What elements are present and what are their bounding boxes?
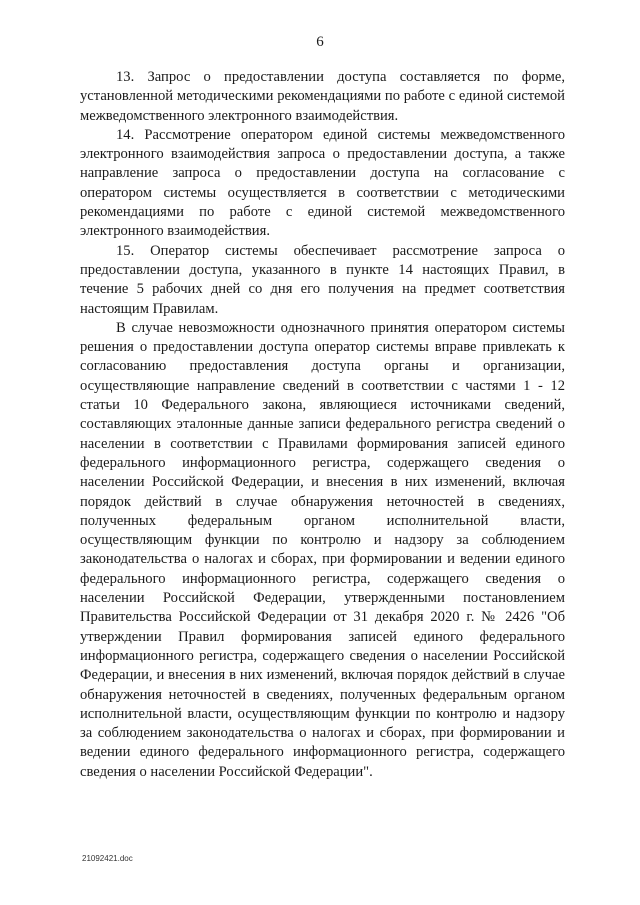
footer-filename: 21092421.doc [82, 854, 133, 863]
paragraph-15-continued: В случае невозможности однозначного принятия оператором системы решения о предоставлении доступа оператор системы вправе привлекать к согласованию предоставления доступа органы и организации, осуществляющие направление сведений в соответствии с частями 1 - 12 статьи 10 Федерального закона, являющиеся источниками сведений, составляющих эталонные данные записи федерального регистра сведений о населении в соответствии с Правилами формирования записей единого федерального информационного регистра, содержащего сведения о населении Российской Федерации, и внесения в них изменений, включая порядок действий в случае обнаружения неточностей в сведениях, полученных федеральным органом исполнительной власти, осуществляющим функции по контролю и надзору за соблюдением законодательства о налогах и сборах, при формировании и ведении единого федерального информационного регистра, содержащего сведения о населении Российской Федерации, утвержденными постановлением Правительства Российской Федерации от 31 декабря 2020 г. № 2426 "Об утверждении Правил формирования записей единого федерального информационного регистра, содержащего сведения о населении Российской Федерации, и внесения в них изменений, включая порядок действий в случае обнаружения неточностей в сведениях, полученных федеральным органом исполнительной власти, осуществляющим функции по контролю и надзору за соблюдением законодательства о налогах и сборах, при формировании и ведении единого федерального информационного регистра, содержащего сведения о населении Российской Федерации". [80, 319, 565, 780]
paragraph-13: 13. Запрос о предоставлении доступа составляется по форме, установленной методическими рекомендациями по работе с единой системой межведомственного электронного взаимодействия. [80, 69, 565, 124]
page-number: 6 [316, 34, 324, 50]
paragraph-15: 15. Оператор системы обеспечивает рассмотрение запроса о предоставлении доступа, указанного в пункте 14 настоящих Правил, в течение 5 рабочих дней со дня его получения на предмет соответствия настоящим Правилам. [80, 242, 565, 317]
document-body [80, 68, 565, 782]
paragraph-14: 14. Рассмотрение оператором единой системы межведомственного электронного взаимодействия запроса о предоставлении доступа, а также направление запроса о предоставлении доступа на согласование с оператором системы осуществляется в соответствии с методическими рекомендациями по работе с единой системой межведомственного электронного взаимодействия. [80, 126, 565, 240]
